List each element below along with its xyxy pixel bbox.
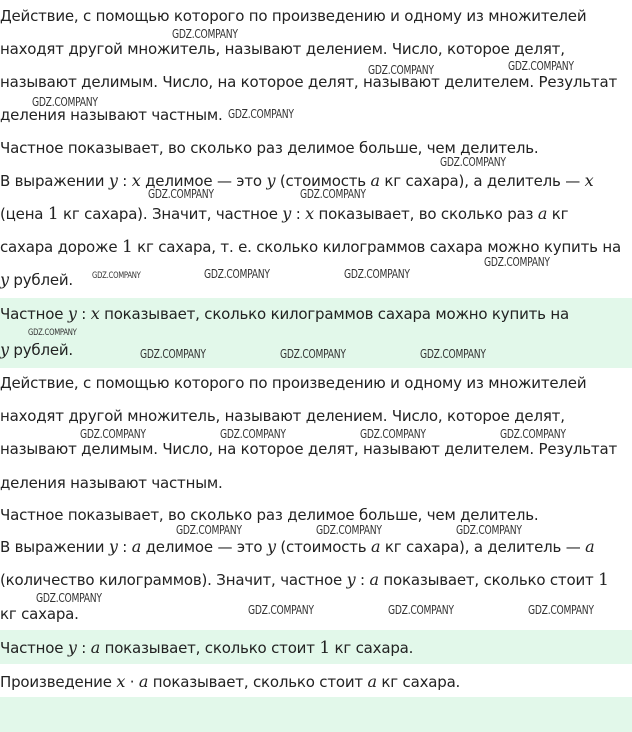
math-num: 1 — [319, 638, 330, 658]
math-num: 1 — [47, 204, 59, 224]
math-var: a — [371, 537, 381, 556]
text: кг сахара, т. е. сколько килограммов сахара можно купить на — [132, 238, 621, 256]
math-var: y — [266, 537, 276, 556]
math-var: x — [305, 204, 314, 223]
watermark: GDZ.COMPANY — [204, 267, 270, 281]
watermark: GDZ.COMPANY — [148, 187, 214, 201]
text: Частное — [0, 305, 68, 323]
text: (стоимость — [275, 172, 371, 190]
text: кг сахара. — [329, 639, 414, 657]
math-var: y — [282, 204, 292, 223]
text: : — [355, 571, 370, 589]
math-var: x — [90, 304, 100, 323]
s1-line-5: Частное показывает, во сколько раз делимое больше, чем делитель. — [0, 139, 539, 157]
s2-line-1: Действие, с помощью которого по произведению и одному из множителей — [0, 374, 587, 392]
conclusion-highlight-3 — [0, 697, 632, 732]
text: : — [117, 172, 132, 190]
watermark: GDZ.COMPANY — [484, 255, 550, 269]
watermark: GDZ.COMPANY — [176, 523, 242, 537]
text: (стоимость — [275, 538, 372, 556]
watermark: GDZ.COMPANY — [528, 603, 594, 617]
s2-line-6 — [0, 533, 632, 561]
watermark: GDZ.COMPANY — [316, 523, 382, 537]
s2-line-3: называют делимым. Число, на которое делят, называют делителем. Результат — [0, 440, 617, 458]
watermark: GDZ.COMPANY — [360, 427, 426, 441]
text: В выражении — [0, 172, 109, 190]
text: Частное — [0, 639, 68, 657]
math-var: y — [266, 171, 276, 190]
watermark: GDZ.COMPANY — [172, 27, 238, 41]
math-var: a — [131, 537, 142, 556]
text: показывает, сколько стоит — [148, 673, 368, 691]
watermark: GDZ.COMPANY — [28, 328, 77, 338]
watermark: GDZ.COMPANY — [420, 347, 486, 361]
text: кг сахара). Значит, частное — [58, 205, 283, 223]
watermark: GDZ.COMPANY — [220, 427, 286, 441]
math-var: y — [108, 537, 118, 556]
math-var: a — [537, 204, 548, 223]
s2-product-line — [0, 668, 632, 696]
watermark: GDZ.COMPANY — [456, 523, 522, 537]
math-var: x — [131, 171, 141, 190]
s1-line-3: называют делимым. Число, на которое делят, называют делителем. Результат — [0, 73, 617, 91]
watermark: GDZ.COMPANY — [508, 59, 574, 73]
math-num: 1 — [598, 570, 609, 590]
s1-line-7 — [0, 200, 632, 228]
text: (цена — [0, 205, 48, 223]
text: : — [291, 205, 306, 223]
watermark: GDZ.COMPANY — [388, 603, 454, 617]
math-var: y — [108, 171, 118, 190]
text: : — [117, 538, 132, 556]
text: показывает, сколько стоит — [378, 571, 599, 589]
text: Произведение — [0, 673, 117, 691]
watermark: GDZ.COMPANY — [36, 591, 102, 605]
math-var: a — [370, 171, 380, 190]
math-var: x — [116, 672, 126, 691]
s1-line-4: деления называют частным. — [0, 106, 223, 124]
text: показывает, сколько килограммов сахара можно купить на — [99, 305, 569, 323]
text: кг сахара), а делитель — — [379, 172, 585, 190]
text: показывает, сколько стоит — [100, 639, 320, 657]
math-var: a — [90, 638, 101, 657]
watermark: GDZ.COMPANY — [344, 267, 410, 281]
math-num: 1 — [121, 237, 133, 257]
text: кг сахара. — [376, 673, 461, 691]
watermark: GDZ.COMPANY — [248, 603, 314, 617]
math-var: y — [0, 340, 9, 359]
text: (количество килограммов). Значит, частное — [0, 571, 347, 589]
s2-line-7 — [0, 566, 632, 594]
s1-line-1: Действие, с помощью которого по произведению и одному из множителей — [0, 7, 587, 25]
text: : — [76, 639, 91, 657]
s2-conclusion-1 — [0, 634, 632, 662]
math-var: a — [585, 537, 595, 556]
text: делимое — это — [141, 538, 267, 556]
text: · — [125, 673, 139, 691]
s2-line-4: деления называют частным. — [0, 474, 223, 492]
watermark: GDZ.COMPANY — [440, 155, 506, 169]
watermark: GDZ.COMPANY — [300, 187, 366, 201]
text: рублей. — [8, 341, 73, 359]
watermark: GDZ.COMPANY — [80, 427, 146, 441]
text: : — [76, 305, 91, 323]
s2-line-2: находят другой множитель, называют делением. Число, которое делят, — [0, 407, 565, 425]
text: показывает, во сколько раз — [313, 205, 538, 223]
text: кг — [547, 205, 569, 223]
text: В выражении — [0, 538, 109, 556]
s2-line-8: кг сахара. — [0, 605, 79, 623]
math-var: y — [67, 638, 77, 657]
text: делимое — это — [140, 172, 267, 190]
watermark: GDZ.COMPANY — [500, 427, 566, 441]
math-var: a — [369, 570, 379, 589]
math-var: x — [584, 171, 594, 190]
text: кг сахара), а делитель — — [380, 538, 586, 556]
math-var: y — [0, 270, 9, 289]
watermark: GDZ.COMPANY — [32, 95, 98, 109]
math-var: a — [367, 672, 377, 691]
watermark: GDZ.COMPANY — [92, 271, 141, 281]
text: сахара дороже — [0, 238, 122, 256]
watermark: GDZ.COMPANY — [368, 63, 434, 77]
watermark: GDZ.COMPANY — [228, 107, 294, 121]
watermark: GDZ.COMPANY — [140, 347, 206, 361]
s2-line-5: Частное показывает, во сколько раз делимое больше, чем делитель. — [0, 506, 539, 524]
math-var: y — [67, 304, 77, 323]
watermark: GDZ.COMPANY — [280, 347, 346, 361]
math-var: y — [346, 570, 356, 589]
s1-line-2: находят другой множитель, называют делением. Число, которое делят, — [0, 40, 565, 58]
s1-conclusion-1 — [0, 300, 632, 328]
text: рублей. — [8, 271, 73, 289]
math-var: a — [138, 672, 149, 691]
